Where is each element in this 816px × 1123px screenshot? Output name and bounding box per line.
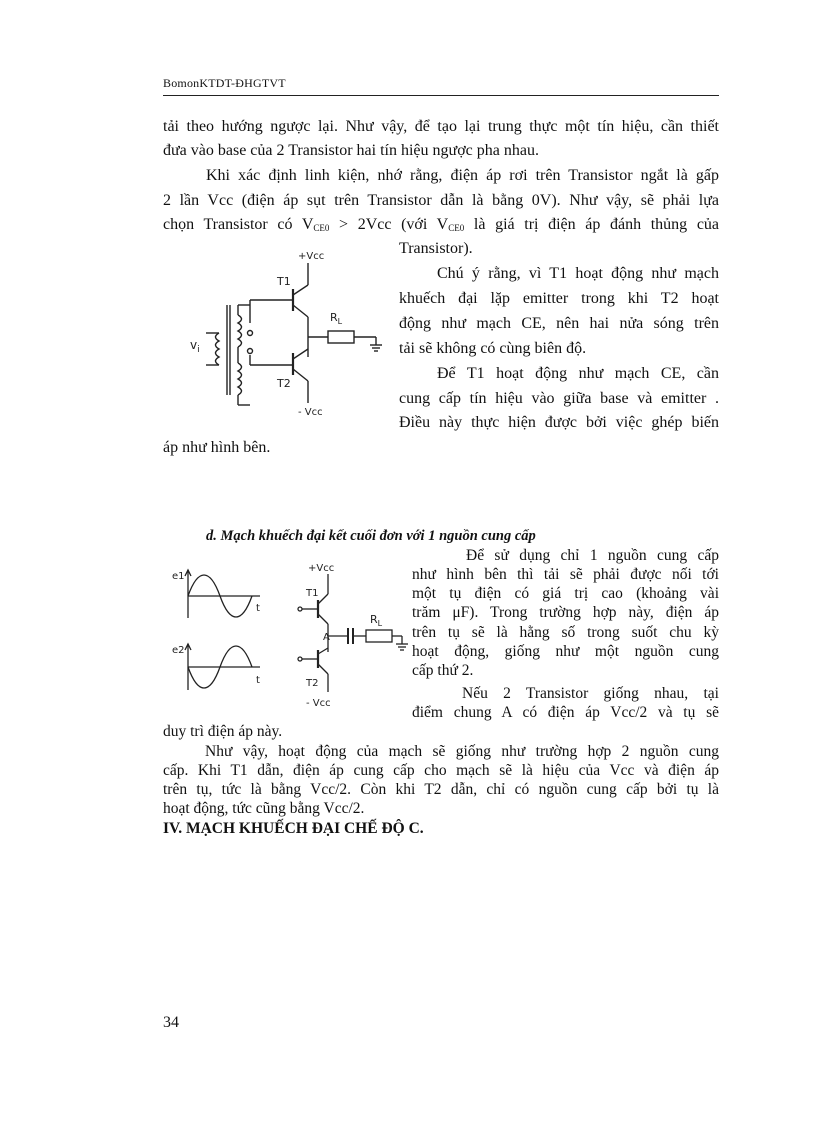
load-resistor [328, 331, 354, 343]
t2-collector [293, 349, 308, 359]
input-terminal [298, 657, 302, 661]
paragraph-line: cung cấp tín hiệu vào giữa base và emitter . [399, 390, 719, 407]
paragraph-line: điểm chung A có điện áp Vcc/2 và tụ sẽ [412, 704, 719, 721]
single-supply-circuit [168, 556, 413, 718]
t2-label: T2 [277, 377, 291, 390]
secondary-coil-bottom [238, 363, 242, 395]
vcc-neg-label: - Vcc [298, 407, 323, 418]
paragraph-line: Transistor). [399, 240, 473, 257]
rl-label: $R_L$ [330, 311, 343, 326]
dot-marker [248, 331, 253, 336]
paragraph-line: động như mạch CE, nên hai nửa sóng trên [399, 315, 719, 332]
t2-emitter [293, 369, 308, 381]
input-terminal [298, 607, 302, 611]
header-rule [163, 95, 719, 96]
vi-label: $v_i$ [190, 338, 200, 355]
paragraph-line: Chú ý rằng, vì T1 hoạt động như mạch [437, 265, 719, 282]
paragraph-line: áp như hình bên. [163, 439, 271, 456]
t-axis-label: t [256, 675, 260, 686]
paragraph-line: đưa vào base của 2 Transistor hai tín hiệu ngược pha nhau. [163, 142, 539, 159]
t-axis-label: t [256, 603, 260, 614]
paragraph-line: cấp. Khi T1 dẫn, điện áp cung cấp cho mạch sẽ là hiệu của Vcc và điện áp [163, 762, 719, 779]
t1-label: T1 [306, 588, 319, 599]
paragraph-line: hoạt động, giống như một nguồn cung [412, 643, 719, 660]
t1-collector [293, 285, 308, 295]
paragraph-line: 2 lần Vcc (điện áp sụt trên Transistor dẫn là bằng 0V). Như vậy, sẽ phải lựa [163, 192, 719, 209]
paragraph-line: khuếch đại lặp emitter trong khi T2 hoạt [399, 290, 719, 307]
secondary-coil-top [238, 315, 242, 347]
vcc-neg-label: - Vcc [306, 698, 331, 709]
primary-coil [216, 333, 220, 365]
t1-collector [318, 594, 328, 604]
section-heading: IV. MẠCH KHUẾCH ĐẠI CHẾ ĐỘ C. [163, 820, 424, 837]
paragraph-line: cấp thứ 2. [412, 662, 474, 679]
paragraph-line: Để T1 hoạt động như mạch CE, cần [437, 365, 719, 382]
t2-collector [318, 648, 328, 654]
paragraph-line: Để sử dụng chỉ 1 nguồn cung cấp [466, 547, 719, 564]
rl-label: $R_L$ [370, 613, 383, 628]
e1-label: e1 [172, 571, 185, 582]
paragraph-line: trên tụ sẽ là hằng số trong suốt chu kỳ [412, 624, 719, 641]
t2-label: T2 [306, 678, 319, 689]
paragraph-line: tải sẽ không có cùng biên độ. [399, 340, 587, 357]
page-number: 34 [163, 1014, 179, 1031]
paragraph-line: Điều này thực hiện được bởi việc ghép biến [399, 414, 719, 431]
paragraph-line: một tụ điện có giá trị cao (khoảng vài [412, 585, 719, 602]
dot-marker [248, 349, 253, 354]
paragraph-line: hoạt động, tức cũng bằng Vcc/2. [163, 800, 365, 817]
vcc-pos-label: +Vcc [308, 563, 335, 574]
vcc-pos-label: +Vcc [298, 251, 325, 262]
t1-emitter [318, 614, 328, 624]
paragraph-line: như hình bên thì tải sẽ phải được nối tới [412, 566, 719, 583]
t2-emitter [318, 664, 328, 674]
paragraph-line: trên tụ, tức là bằng Vcc/2. Còn khi T2 dẫn, chỉ có nguồn cung cấp bởi tụ là [163, 781, 719, 798]
paragraph-line: Như vậy, hoạt động của mạch sẽ giống như trường hợp 2 nguồn cung [205, 743, 719, 760]
paragraph-line: duy trì điện áp này. [163, 723, 283, 740]
paragraph-line: tải theo hướng ngược lại. Như vậy, để tạo lại trung thực một tín hiệu, cần thiết [163, 118, 719, 135]
subsection-heading: d. Mạch khuếch đại kết cuối đơn với 1 nguồn cung cấp [206, 528, 536, 544]
t1-label: T1 [277, 275, 291, 288]
running-header: BomonKTDT-ĐHGTVT [163, 76, 286, 90]
push-pull-transformer-circuit [180, 245, 392, 420]
node-a-label: A [323, 632, 330, 643]
paragraph-line: chọn Transistor có $V_{CE0} > 2Vcc$ (với $V_{CE0}$ là giá trị điện áp đánh thủng của [163, 216, 720, 233]
paragraph-line: Khi xác định linh kiện, nhớ rằng, điện áp rơi trên Transistor ngắt là gấp [206, 167, 719, 184]
e2-label: e2 [172, 645, 185, 656]
paragraph-line: trăm μF). Trong trường hợp này, điện áp [412, 604, 719, 621]
paragraph-line: Nếu 2 Transistor giống nhau, tại [462, 685, 719, 702]
load-resistor [366, 630, 392, 642]
t1-emitter [293, 305, 308, 317]
